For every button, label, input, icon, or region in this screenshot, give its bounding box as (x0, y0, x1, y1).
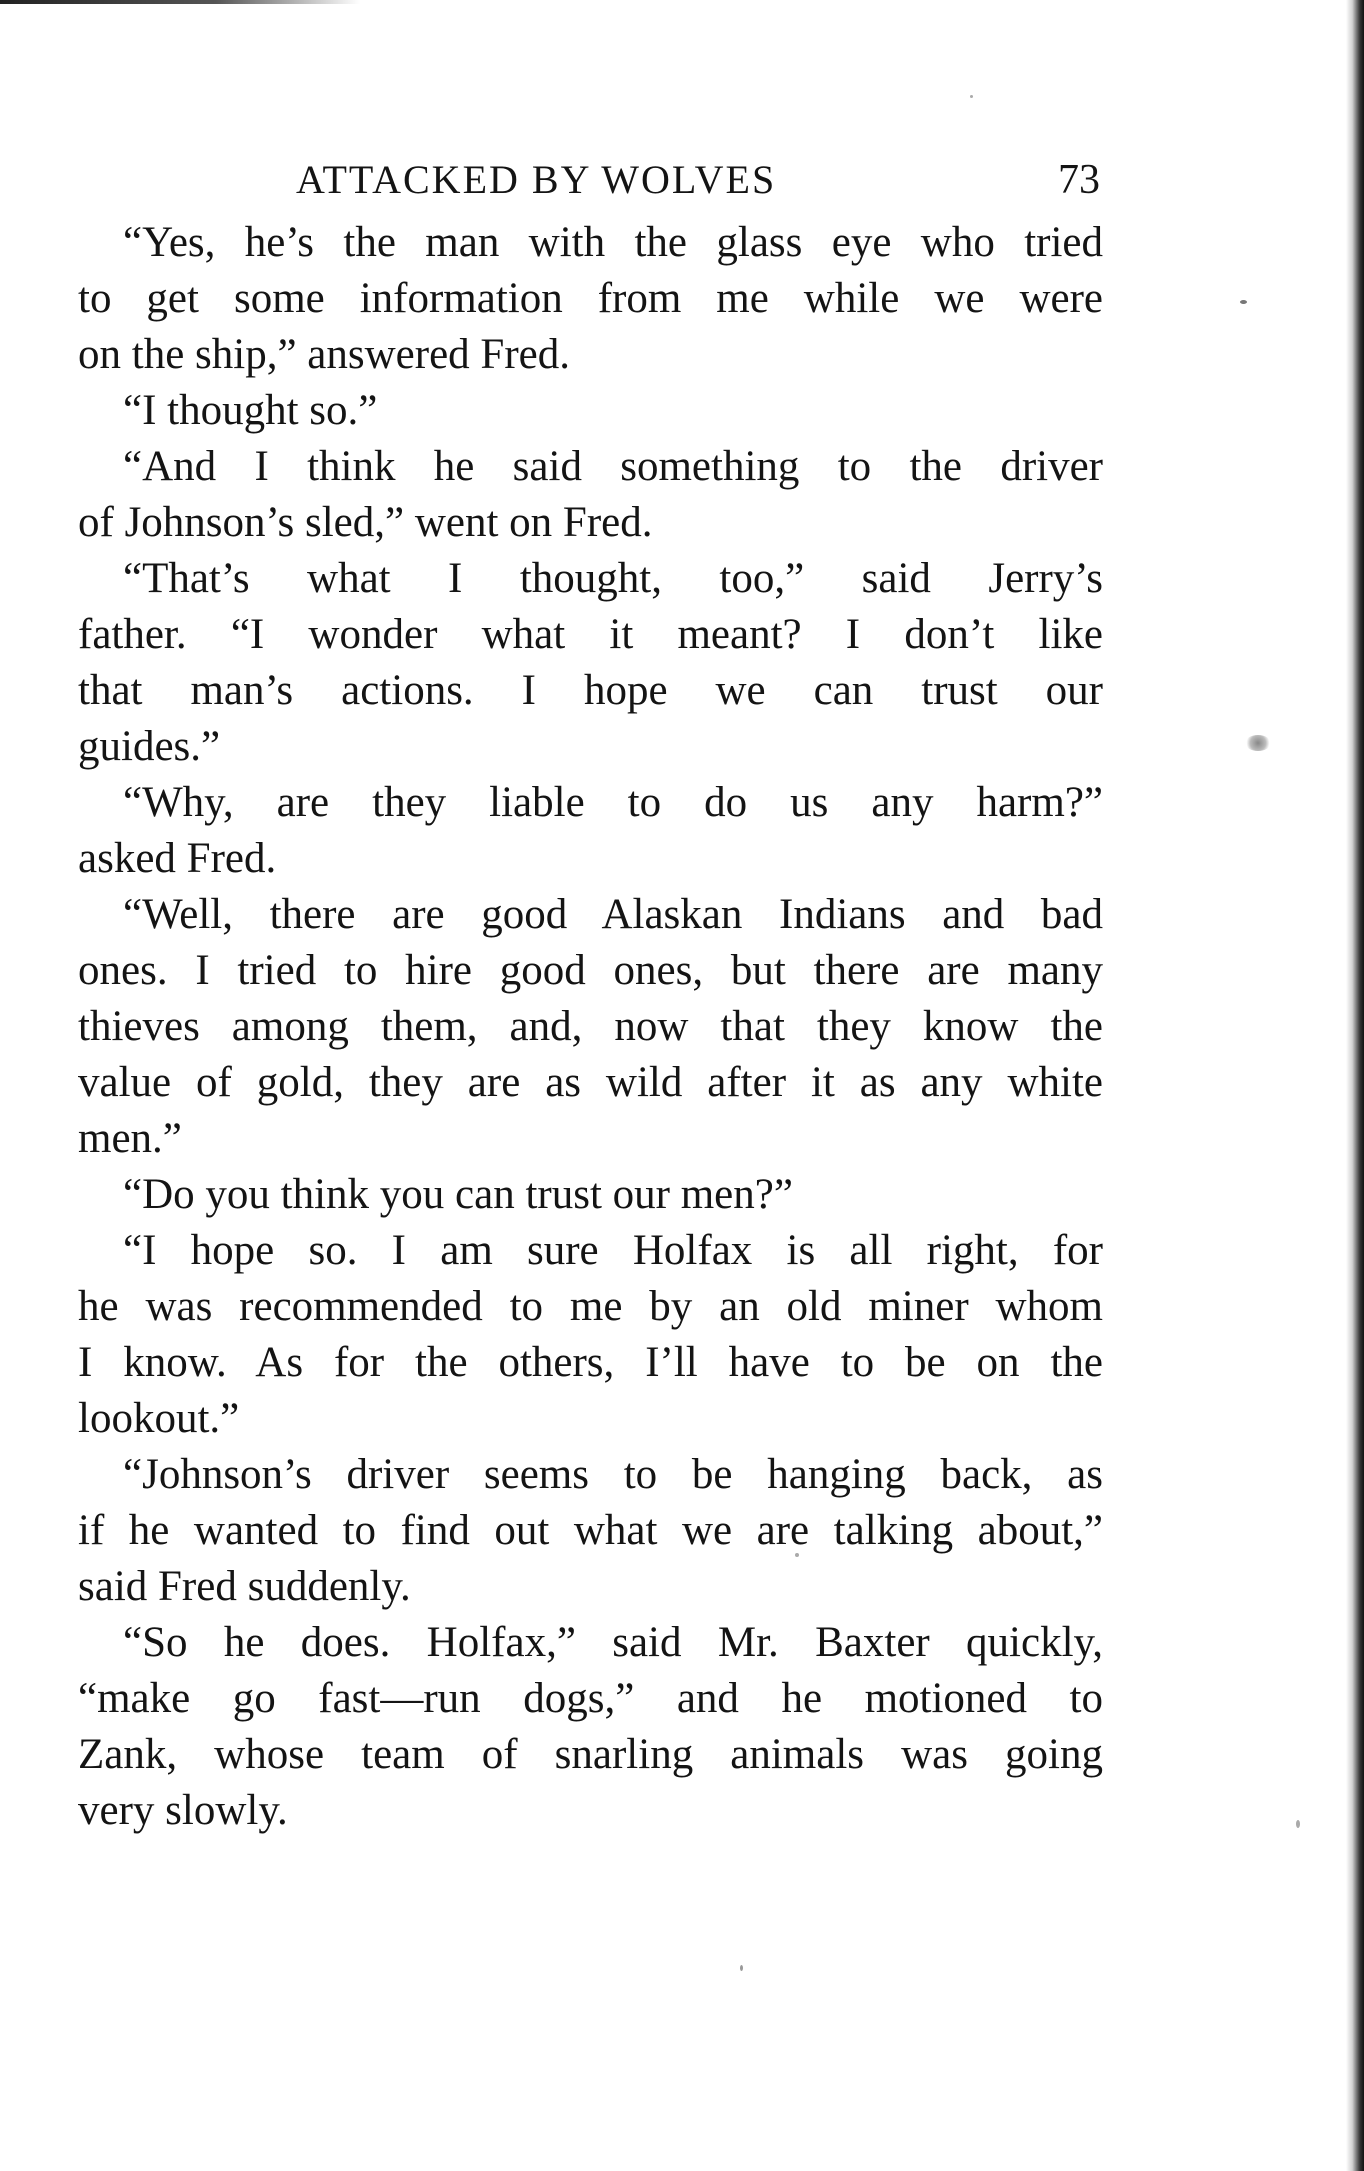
text-line: Zank, whose team of snarling animals was going (78, 1731, 1103, 1778)
text-line: very slowly. (78, 1787, 288, 1834)
text-line: that man’s actions. I hope we can trust our (78, 667, 1103, 714)
text-line: “Well, there are good Alaskan Indians and bad (123, 891, 1103, 938)
text-line: “make go fast—run dogs,” and he motioned to (78, 1675, 1103, 1722)
scan-speck (740, 1965, 743, 1971)
text-line: “Yes, he’s the man with the glass eye who tried (123, 219, 1103, 266)
text-line: of Johnson’s sled,” went on Fred. (78, 499, 653, 546)
text-line: guides.” (78, 723, 221, 770)
text-line: father. “I wonder what it meant? I don’t like (78, 611, 1103, 658)
text-line: men.” (78, 1115, 182, 1162)
scan-speck (1240, 300, 1247, 304)
running-head: ATTACKED BY WOLVES (296, 157, 777, 202)
text-line: “That’s what I thought, too,” said Jerry’s (123, 555, 1103, 602)
text-line: if he wanted to find out what we are talking about,” (78, 1507, 1103, 1554)
text-line: to get some information from me while we were (78, 275, 1103, 322)
text-line: lookout.” (78, 1395, 240, 1442)
text-line: I know. As for the others, I’ll have to be on the (78, 1339, 1103, 1386)
text-line: on the ship,” answered Fred. (78, 331, 570, 378)
scan-top-edge (0, 0, 360, 4)
text-line: asked Fred. (78, 835, 277, 882)
text-line: thieves among them, and, now that they know the (78, 1003, 1103, 1050)
scan-speck (1245, 735, 1271, 751)
text-line: said Fred suddenly. (78, 1563, 411, 1610)
text-line: “I thought so.” (123, 387, 378, 434)
text-line: ones. I tried to hire good ones, but there are many (78, 947, 1103, 994)
text-line: “Why, are they liable to do us any harm?” (123, 779, 1103, 826)
body-text (78, 215, 1103, 1839)
scan-speck (1296, 1820, 1300, 1828)
scan-speck (970, 95, 973, 98)
text-line: “Do you think you can trust our men?” (123, 1171, 793, 1218)
text-line: value of gold, they are as wild after it as any white (78, 1059, 1103, 1106)
page-number: 73 (1058, 157, 1100, 203)
page-header (80, 150, 1100, 210)
text-line: “I hope so. I am sure Holfax is all right, for (123, 1227, 1103, 1274)
text-line: he was recommended to me by an old miner whom (78, 1283, 1103, 1330)
text-line: “And I think he said something to the driver (123, 443, 1103, 490)
scan-right-edge (1346, 0, 1364, 2171)
text-line: “Johnson’s driver seems to be hanging back, as (123, 1451, 1103, 1498)
text-line: “So he does. Holfax,” said Mr. Baxter quickly, (123, 1619, 1103, 1666)
